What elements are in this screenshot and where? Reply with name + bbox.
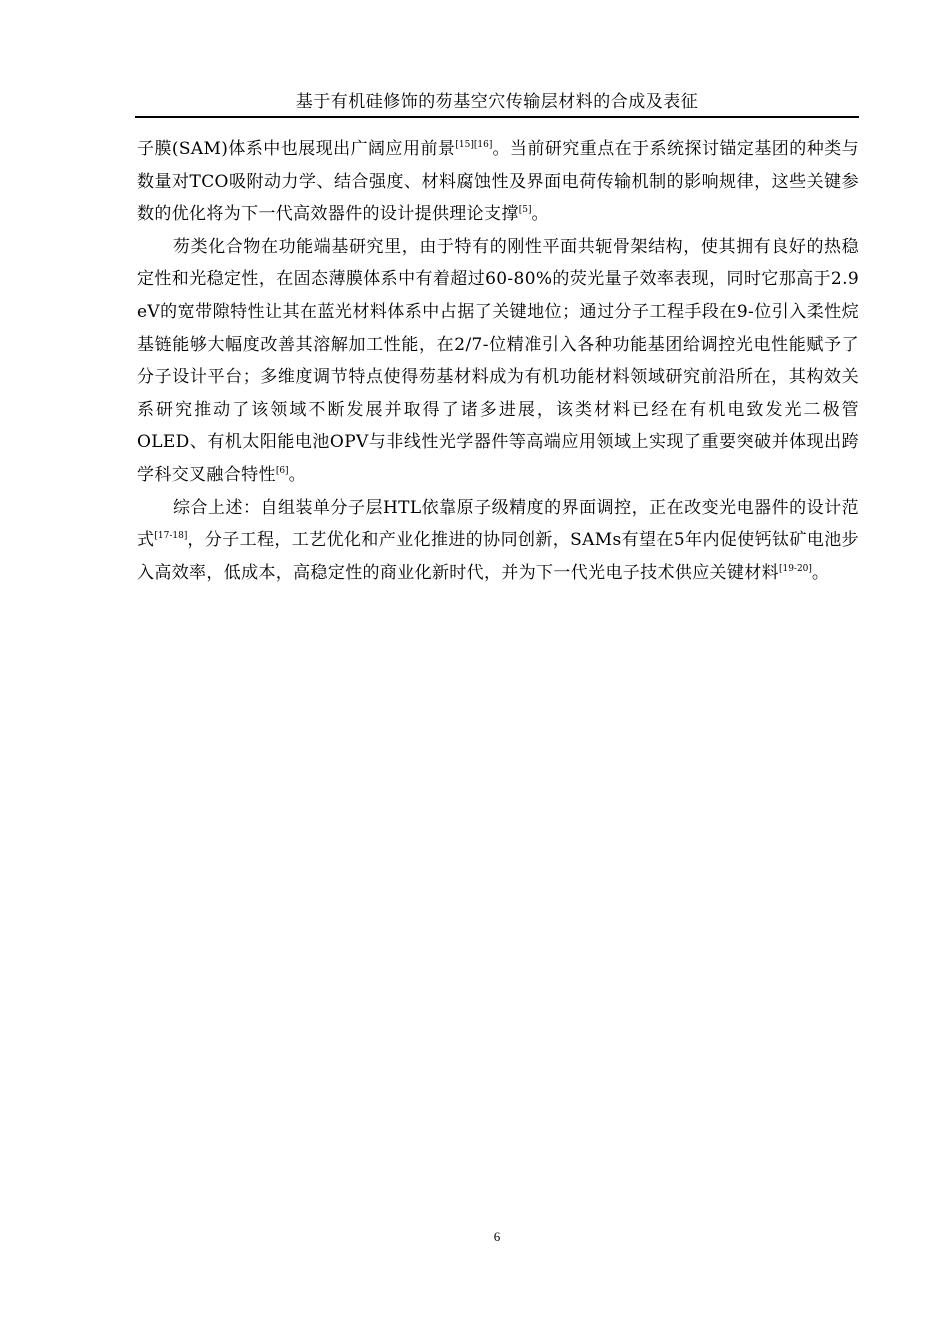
text-run: 芴类化合物在功能端基研究里，由于特有的刚性平面共轭骨架结构，使其拥有良好的热稳定性和光稳定性，在固态薄膜体系中有着超过60-80%的荧光量子效率表现，同时它那高于2.9 eV的宽带隙特性让其在蓝光材料体系中占据了关键地位；通过分子工程手段在9-位引入柔性烷基链能够大幅度改善其溶解加工性能，在2/7-位精准引入各种功能基团给调控光电性能赋予了分子设计平台；多维度调节特点使得芴基材料成为有机功能材料领域研究前沿所在，其构效关系研究推动了该领域不断发展并取得了诸多进展，该类材料已经在有机电致发光二极管OLED、有机太阳能电池OPV与非线性光学器件等高端应用领域上实现了重要突破并体现出跨学科交叉融合特性: [137, 236, 859, 485]
text-run: ，分子工程，工艺优化和产业化推进的协同创新，SAMs有望在5年内促使钙钛矿电池步入高效率，低成本，高稳定性的商业化新时代，并为下一代光电子技术供应关键材料: [137, 530, 859, 583]
paragraph-fluorene: [137, 231, 859, 492]
text-run: 子膜(SAM)体系中也展现出广阔应用前景: [137, 139, 456, 159]
body-text: [137, 133, 859, 589]
citation-marker: [17-18]: [154, 531, 188, 542]
text-run: 。: [811, 562, 830, 583]
citation-marker: [5]: [518, 205, 532, 216]
citation-marker: [15][16]: [455, 140, 493, 150]
paragraph-summary: [137, 492, 859, 590]
citation-marker: [6]: [275, 465, 289, 476]
citation-marker: [19-20]: [778, 563, 812, 574]
text-run: 。: [531, 204, 549, 225]
text-run: 。: [288, 464, 306, 485]
text-run: 综合上述：自组装单分子层HTL依靠原子级精度的界面调控，正在改变光电器件的设计范式: [137, 497, 859, 551]
running-header: 基于有机硅修饰的芴基空穴传输层材料的合成及表征: [295, 92, 699, 112]
page-number: 6: [493, 1229, 501, 1244]
header-divider: [135, 116, 859, 118]
paragraph-continuation: [137, 133, 859, 231]
text-run: 。当前研究重点在于系统探讨锚定基团的种类与数量对TCO吸附动力学、结合强度、材料腐蚀性及界面电荷传输机制的影响规律，这些关键参数的优化将为下一代高效器件的设计提供理论支撑: [137, 139, 860, 225]
